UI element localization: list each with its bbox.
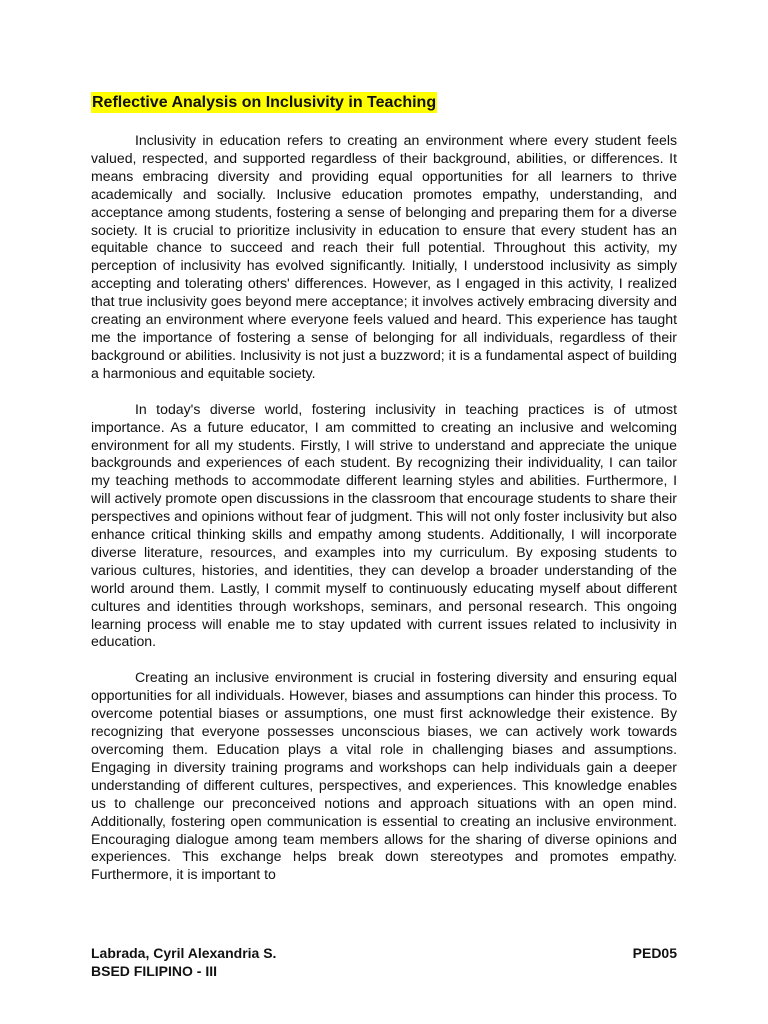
paragraph-2: In today's diverse world, fostering inclusivity in teaching practices is of utmost importance. As a future educator, I am committed to creating an inclusive and welcoming environment for all my students. Firstly, I will strive to understand and appreciate the unique backgrounds and experiences of each student. By recognizing their individuality, I can tailor my teaching methods to accommodate different learning styles and abilities. Furthermore, I will actively promote open discussions in the classroom that encourage students to share their perspectives and opinions without fear of judgment. This will not only foster inclusivity but also enhance critical thinking skills and empathy among students. Additionally, I will incorporate diverse literature, resources, and examples into my curriculum. By exposing students to various cultures, histories, and identities, they can develop a broader understanding of the world around them. Lastly, I commit myself to continuously educating myself about different cultures and identities through workshops, seminars, and personal research. This ongoing learning process will enable me to stay updated with current issues related to inclusivity in education. — [91, 400, 677, 650]
author-name: Labrada, Cyril Alexandria S. — [91, 945, 277, 961]
document-body — [91, 92, 677, 884]
paragraph-1: Inclusivity in education refers to creating an environment where every student feels valued, respected, and supported regardless of their background, abilities, or differences. It means embracing diversity and providing equal opportunities for all learners to thrive academically and socially. Inclusive education promotes empathy, understanding, and acceptance among students, fostering a sense of belonging and preparing them for a diverse society. It is crucial to prioritize inclusivity in education to ensure that every student has an equitable chance to succeed and reach their full potential. Throughout this activity, my perception of inclusivity has evolved significantly. Initially, I understood inclusivity as simply accepting and tolerating others' differences. However, as I engaged in this activity, I realized that true inclusivity goes beyond mere acceptance; it involves actively embracing diversity and creating an environment where everyone feels valued and heard. This experience has taught me the importance of fostering a sense of belonging for all individuals, regardless of their background or abilities. Inclusivity is not just a buzzword; it is a fundamental aspect of building a harmonious and equitable society. — [91, 132, 677, 381]
paragraph-3: Creating an inclusive environment is crucial in fostering diversity and ensuring equal opportunities for all individuals. However, biases and assumptions can hinder this process. To overcome potential biases or assumptions, one must first acknowledge their existence. By recognizing that everyone possesses unconscious biases, we can actively work towards overcoming them. Education plays a vital role in challenging biases and assumptions. Engaging in diversity training programs and workshops can help individuals gain a deeper understanding of different cultures, perspectives, and experiences. This knowledge enables us to challenge our preconceived notions and approach situations with an open mind. Additionally, fostering open communication is essential to creating an inclusive environment. Encouraging dialogue among team members allows for the sharing of diverse opinions and experiences. This exchange helps break down stereotypes and promotes empathy. Furthermore, it is important to — [91, 669, 677, 883]
course-code: PED05 — [632, 945, 677, 961]
footer-row-2 — [91, 962, 677, 980]
document-title: Reflective Analysis on Inclusivity in Teaching — [92, 94, 437, 111]
program-section: BSED FILIPINO - III — [91, 963, 218, 979]
page-footer — [91, 944, 677, 980]
footer-row-1 — [91, 944, 677, 962]
